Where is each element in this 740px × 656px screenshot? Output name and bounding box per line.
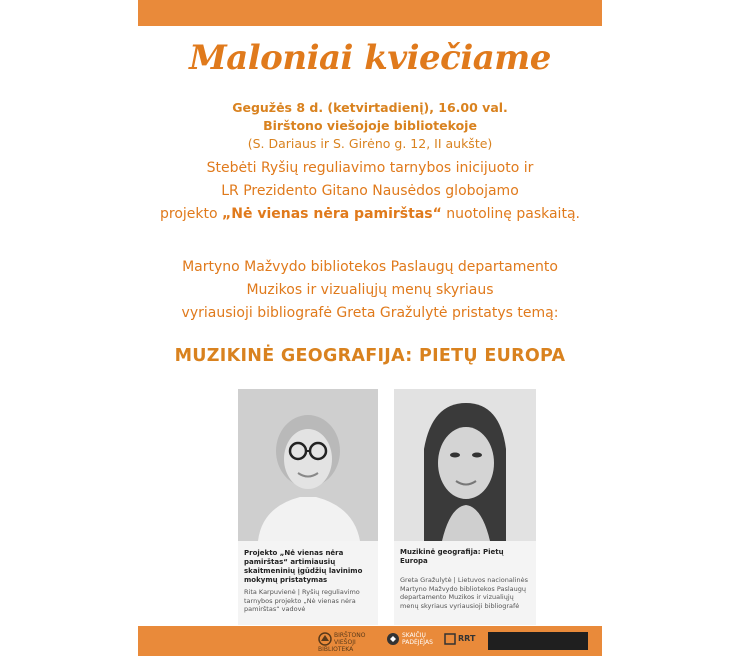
presenter-line-3: vyriausioji bibliografė Greta Gražulytė pristatys temą: (181, 305, 559, 321)
event-venue: Birštono viešojoje bibliotekoje (263, 118, 477, 133)
presenter-line-2: Muzikos ir vizualiųjų menų skyriaus (246, 282, 494, 298)
poster (138, 0, 602, 656)
library-logo-text: BIRŠTONO VIEŠOJI BIBLIOTEKA (318, 632, 366, 653)
card-1-text: Rita Karpuvienė | Ryšių reguliavimo tarnybos projekto „Nė vienas nėra pamirštas“ vadovė (244, 588, 360, 613)
speaker-card-1 (238, 389, 378, 625)
speaker-portrait-2-icon (394, 389, 536, 541)
speaker-photo-2 (394, 389, 536, 541)
rrt-emblem-icon (444, 633, 456, 645)
partner-emblem-icon (386, 632, 400, 646)
library-logo (318, 632, 378, 653)
top-bar (138, 0, 602, 26)
invitation-suffix: nuotolinę paskaitą. (441, 206, 580, 222)
rrt-logo (444, 632, 480, 650)
card-1-title: Projekto „Nė vienas nėra pamirštas“ artimiausių skaitmeninių įgūdžių lavinimo mokymų pristatymas (244, 549, 363, 584)
headline: Maloniai kviečiame (189, 38, 551, 78)
card-2-text: Greta Gražulytė | Lietuvos nacionalinės Martyno Mažvydo bibliotekos Paslaugų departamento Muzikos ir vizualiųjų menų skyriaus vyriausioji bibliografė (400, 576, 528, 610)
speaker-portrait-1-icon (238, 389, 378, 541)
partner-logo (386, 632, 438, 650)
card-2-title: Muzikinė geografija: Pietų Europa (400, 548, 504, 565)
event-address: (S. Dariaus ir S. Girėno g. 12, II aukšte) (247, 136, 493, 151)
invitation-line-3 (138, 203, 602, 225)
invitation-prefix: projekto (160, 206, 223, 222)
rrt-logo-text: RRT (458, 634, 476, 643)
library-emblem-icon (318, 632, 332, 646)
invitation-line-2: LR Prezidento Gitano Nausėdos globojamo (221, 183, 519, 199)
lecture-topic: MUZIKINĖ GEOGRAFIJA: PIETŲ EUROPA (174, 346, 566, 366)
speaker-photo-1 (238, 389, 378, 541)
invitation-line-1: Stebėti Ryšių reguliavimo tarnybos inicijuoto ir (206, 160, 534, 176)
partner-logo-text: SKAIČIŲ PADĖJĖJAS (402, 632, 433, 646)
event-date: Gegužės 8 d. (ketvirtadienį), 16.00 val. (232, 100, 508, 115)
presenter-line-1: Martyno Mažvydo bibliotekos Paslaugų departamento (182, 259, 558, 275)
sponsor-logo-block (488, 632, 588, 650)
project-name: „Nė vienas nėra pamirštas“ (222, 206, 442, 222)
speaker-card-2 (394, 389, 536, 625)
